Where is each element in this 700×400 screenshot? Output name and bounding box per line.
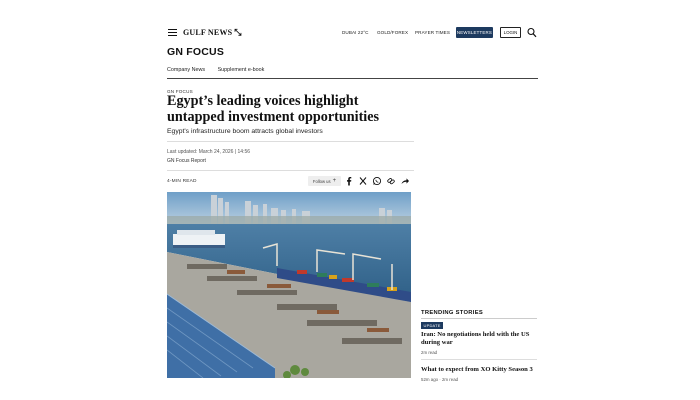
section-title[interactable]: GN FOCUS <box>167 46 225 58</box>
trending-divider <box>421 318 537 319</box>
logo-mark-icon: ⤡ <box>234 27 242 37</box>
plus-icon: + <box>332 178 337 184</box>
trending-title: TRENDING STORIES <box>421 310 484 316</box>
trending-meta-1: 2m read <box>421 350 438 355</box>
subnav-company-news[interactable]: Company News <box>167 67 206 73</box>
facebook-icon[interactable] <box>344 176 354 186</box>
trending-headline-2[interactable]: What to expect from XO Kitty Season 3 <box>421 366 533 373</box>
hero-image <box>167 192 411 378</box>
link-icon[interactable] <box>386 176 396 186</box>
read-time: 4-MIN READ <box>167 179 197 184</box>
article-subhead: Egypt's infrastructure boom attracts global investors <box>167 128 323 135</box>
login-button[interactable]: LOGIN <box>500 27 521 38</box>
divider <box>421 359 537 360</box>
top-bar <box>167 24 538 42</box>
update-badge: UPDATE <box>421 322 443 329</box>
menu-icon[interactable] <box>168 29 177 36</box>
article-kicker[interactable]: GN FOCUS <box>167 89 193 94</box>
nav-prayer-times[interactable]: PRAYER TIMES <box>415 30 450 35</box>
site-logo[interactable]: GULF NEWS ⤡ <box>183 27 242 37</box>
whatsapp-icon[interactable] <box>372 176 382 186</box>
last-updated: Last updated: March 24, 2026 | 14:56 <box>167 149 251 155</box>
subnav-supplement-ebook[interactable]: Supplement e-book <box>217 67 265 73</box>
follow-label: Follow us <box>312 178 331 184</box>
article-headline: Egypt’s leading voices highlight untapped investment opportunities <box>167 93 380 125</box>
trending-headline-1[interactable]: Iran: No negotiations held with the US during war <box>421 331 530 346</box>
share-icon[interactable] <box>400 176 410 186</box>
x-icon[interactable] <box>358 176 368 186</box>
search-icon[interactable] <box>527 27 537 38</box>
section-divider <box>167 78 538 79</box>
follow-us-button[interactable] <box>308 176 341 186</box>
divider <box>167 170 414 171</box>
trending-meta-2: 52m ago · 2m read <box>421 377 459 382</box>
section-subnav <box>167 67 275 73</box>
divider <box>167 141 414 142</box>
port-photo <box>167 192 411 378</box>
nav-gold-forex[interactable]: GOLD/FOREX <box>377 30 409 35</box>
newsletters-button[interactable]: NEWSLETTERS <box>456 27 493 38</box>
nav-weather[interactable]: DUBAI 22°C <box>342 30 369 35</box>
author-byline[interactable]: GN Focus Report <box>167 158 206 164</box>
